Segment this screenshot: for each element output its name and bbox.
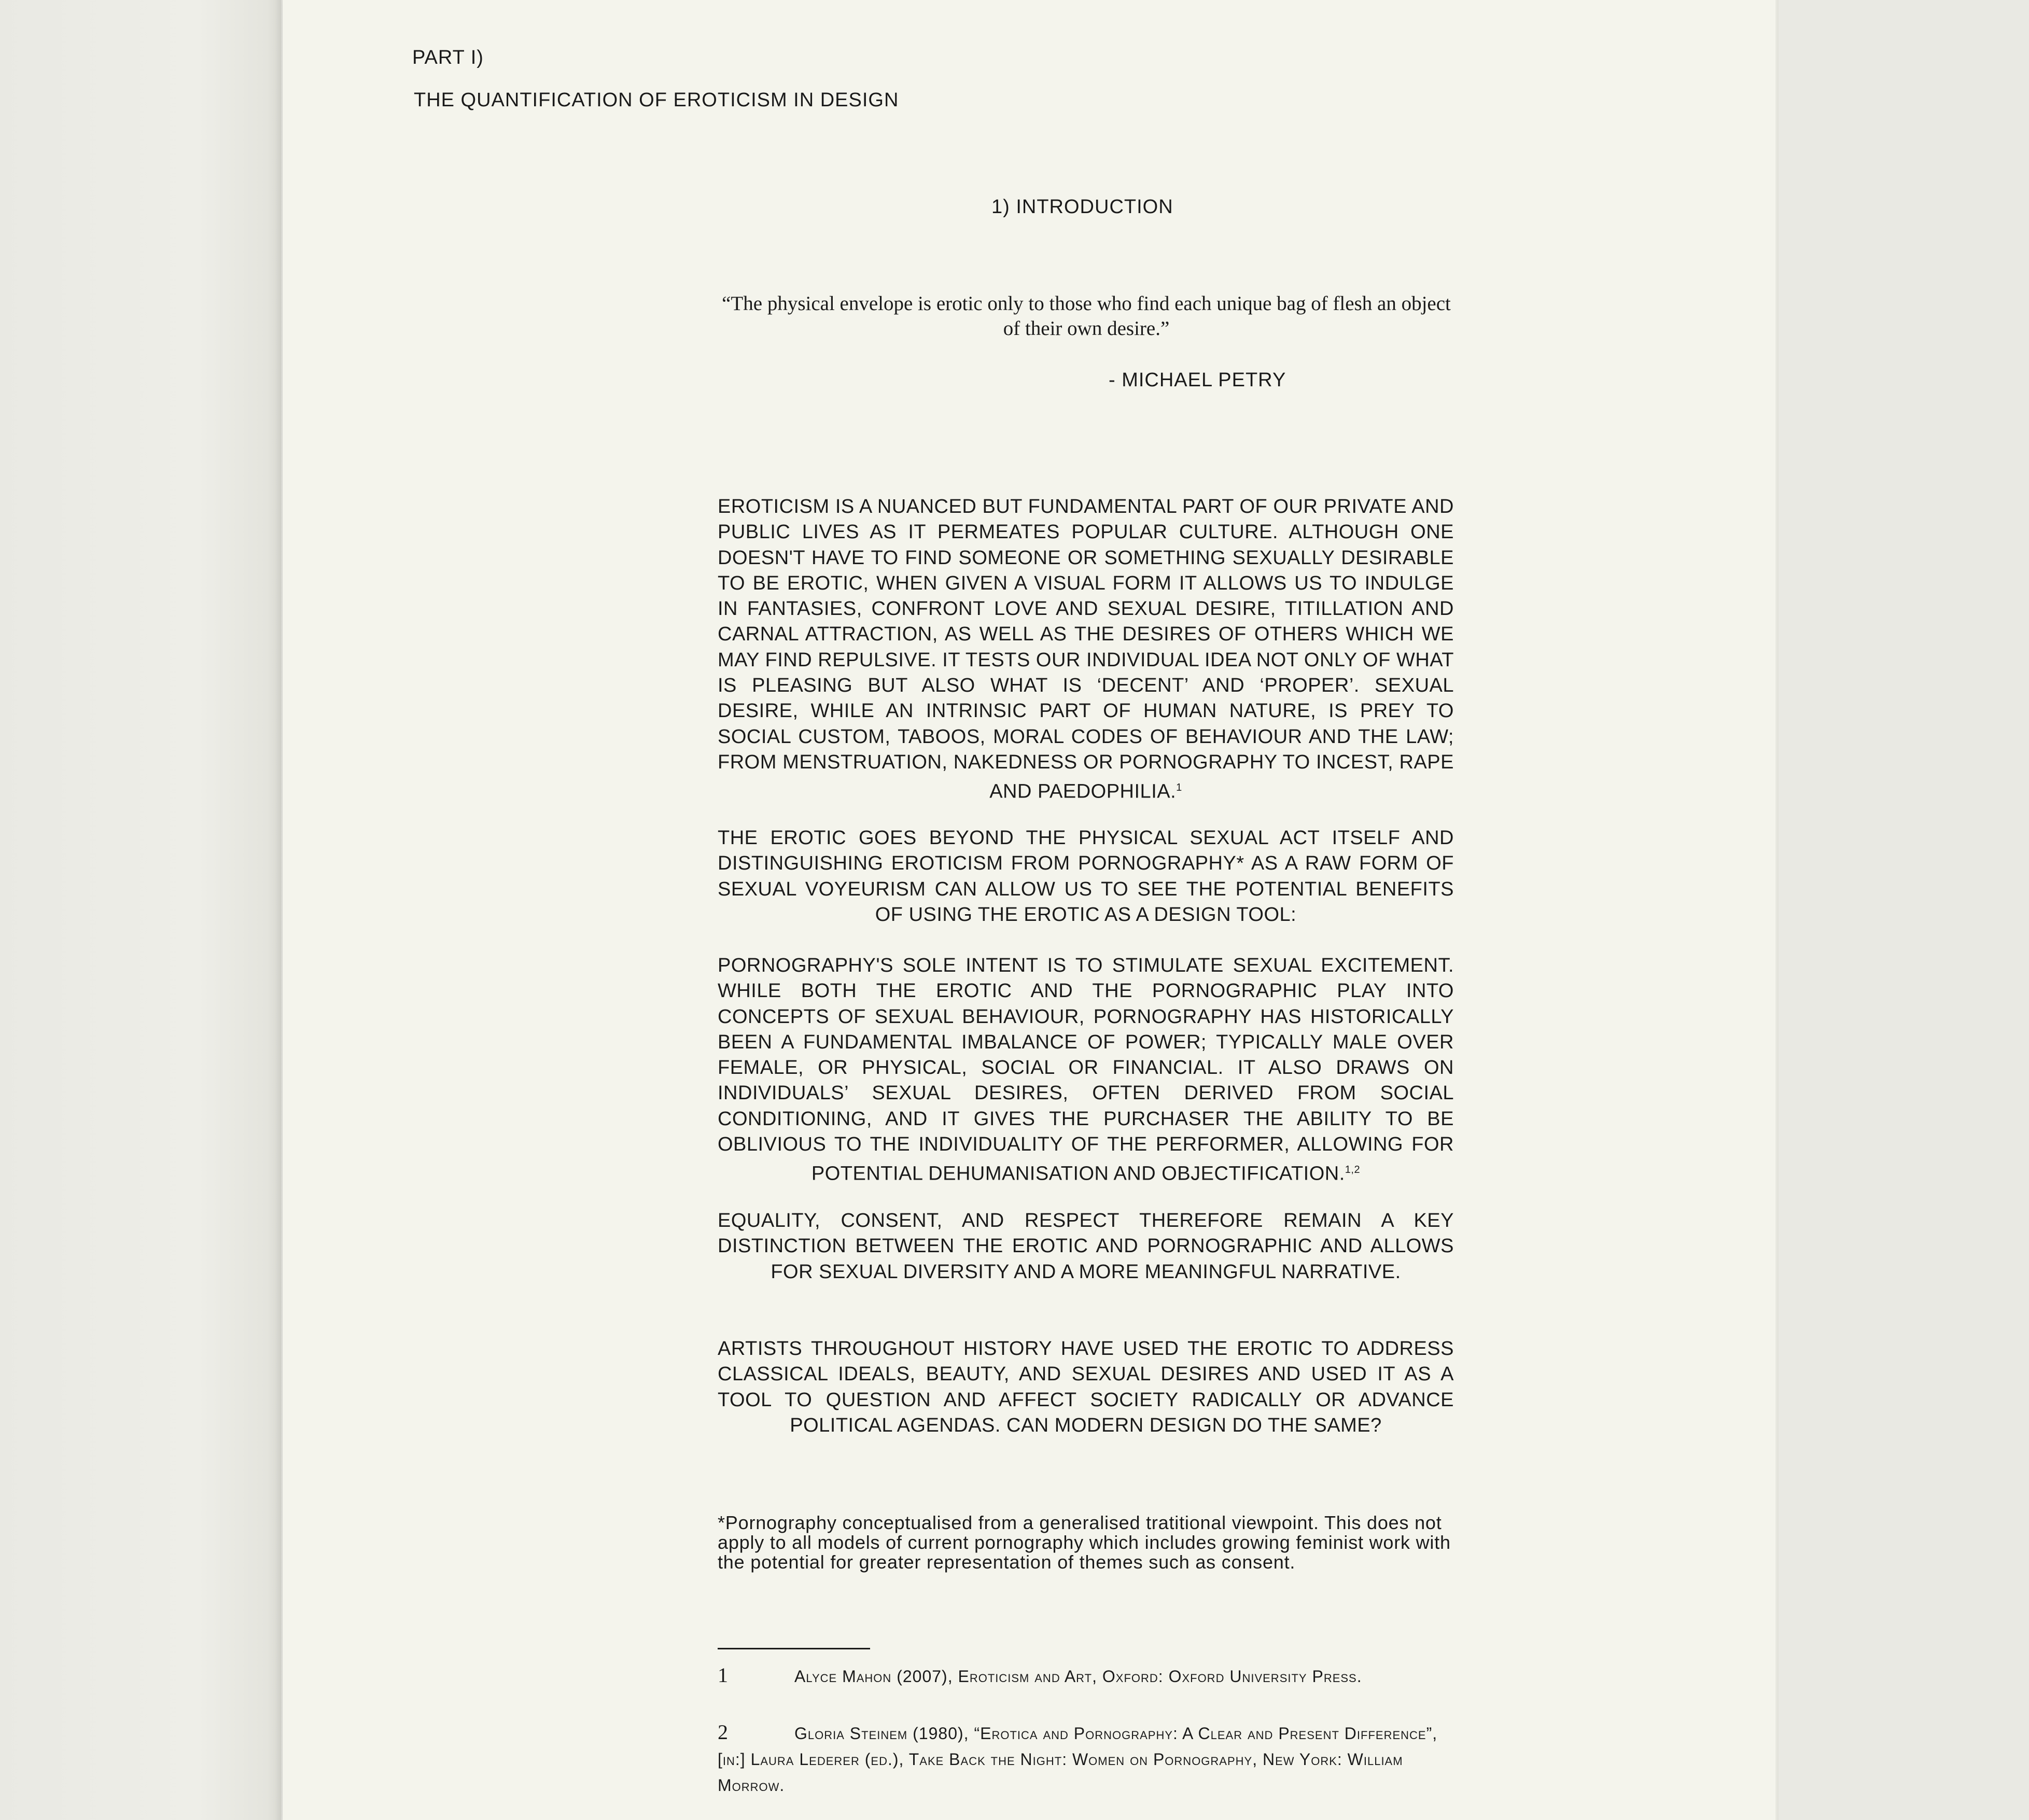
footnote bbox=[718, 1662, 1454, 1689]
footnote-ref: 1 bbox=[1176, 782, 1182, 794]
epigraph-author: - MICHAEL PETRY bbox=[1109, 369, 1286, 391]
body-paragraph bbox=[718, 494, 1454, 805]
paragraph-text: EQUALITY, CONSENT, AND RESPECT THEREFORE REMAIN A KEY DISTINCTION BETWEEN THE EROTIC AND PORNOGRAPHIC AND ALLOWS FOR SEXUAL DIVERSITY AND A MORE MEANINGFUL NARRATIVE. bbox=[718, 1210, 1454, 1283]
footnote bbox=[718, 1719, 1454, 1798]
body-paragraph bbox=[718, 825, 1454, 928]
footnote-number: 1 bbox=[718, 1663, 729, 1687]
body-paragraph bbox=[718, 1336, 1454, 1438]
footnote-year: (2007), bbox=[897, 1667, 953, 1686]
footnote-ref: 1,2 bbox=[1345, 1164, 1361, 1176]
footnote-title: “Erotica and Pornography: A Clear and Present Difference”, bbox=[974, 1724, 1438, 1743]
footnote-divider bbox=[718, 1648, 870, 1649]
paragraph-text: EROTICISM IS A NUANCED BUT FUNDAMENTAL PART OF OUR PRIVATE AND PUBLIC LIVES AS IT PERMEATES POPULAR CULTURE. ALTHOUGH ONE DOESN'T HAVE TO FIND SOMEONE OR SOMETHING SEXUALLY DESIRABLE TO BE EROTIC, WHEN GIVEN A VISUAL FORM IT ALLOWS US TO INDULGE IN FANTASIES, CONFRONT LOVE AND SEXUAL DESIRE, TITILLATION AND CARNAL ATTRACTION, AS WELL AS THE DESIRES OF OTHERS WHICH WE MAY FIND REPULSIVE. IT TESTS OUR INDIVIDUAL IDEA NOT ONLY OF WHAT IS PLEASING BUT ALSO WHAT IS ‘DECENT’ AND ‘PROPER’. SEXUAL DESIRE, WHILE AN INTRINSIC PART OF HUMAN NATURE, IS PREY TO SOCIAL CUSTOM, TABOOS, MORAL CODES OF BEHAVIOUR AND THE LAW; FROM MENSTRUATION, NAKEDNESS OR PORNOGRAPHY TO INCEST, RAPE AND PAEDOPHILIA. bbox=[718, 496, 1454, 803]
part-label: PART I) bbox=[412, 47, 484, 68]
epigraph-quote: “The physical envelope is erotic only to those who find each unique bag of flesh an object of their own desire.” bbox=[722, 292, 1451, 340]
section-title: 1) INTRODUCTION bbox=[991, 196, 1173, 218]
paragraph-text: PORNOGRAPHY'S SOLE INTENT IS TO STIMULATE SEXUAL EXCITEMENT. WHILE BOTH THE EROTIC AND THE PORNOGRAPHIC PLAY INTO CONCEPTS OF SEXUAL BEHAVIOUR, PORNOGRAPHY HAS HISTORICALLY BEEN A FUNDAMENTAL IMBALANCE OF POWER; TYPICALLY MALE OVER FEMALE, OR PHYSICAL, SOCIAL OR FINANCIAL. IT ALSO DRAWS ON INDIVIDUALS’ SEXUAL DESIRES, OFTEN DERIVED FROM SOCIAL CONDITIONING, AND IT GIVES THE PURCHASER THE ABILITY TO BE OBLIVIOUS TO THE INDIVIDUALITY OF THE PERFORMER, ALLOWING FOR POTENTIAL DEHUMANISATION AND OBJECTIFICATION. bbox=[718, 955, 1454, 1185]
footnote-book: Take Back the Night: Women on Pornography, bbox=[908, 1750, 1258, 1769]
body-paragraph bbox=[718, 953, 1454, 1187]
footnote-editor: [in:] Laura Lederer (ed.), bbox=[718, 1750, 904, 1769]
asterisk-note: *Pornography conceptualised from a generalised tratitional viewpoint. This does not apply to all models of current pornography which includes growing feminist work with the potential for greater representation of themes such as consent. bbox=[718, 1512, 1451, 1573]
background-right bbox=[1779, 0, 2029, 1820]
footnote-title: Eroticism and Art, bbox=[958, 1667, 1097, 1686]
paragraph-text: THE EROTIC GOES BEYOND THE PHYSICAL SEXUAL ACT ITSELF AND DISTINGUISHING EROTICISM FROM PORNOGRAPHY* AS A RAW FORM OF SEXUAL VOYEURISM CAN ALLOW US TO SEE THE POTENTIAL BENEFITS OF USING THE EROTIC AS A DESIGN TOOL: bbox=[718, 827, 1454, 926]
part-title: THE QUANTIFICATION OF EROTICISM IN DESIGN bbox=[414, 89, 899, 111]
body-paragraph bbox=[718, 1208, 1454, 1285]
footnote-author: Gloria Steinem bbox=[794, 1724, 908, 1743]
footnote-number: 2 bbox=[718, 1720, 729, 1744]
footnote-publisher: Oxford: Oxford University Press. bbox=[1102, 1667, 1362, 1686]
footnote-year: (1980), bbox=[913, 1724, 969, 1743]
footnote-publisher: New York: William Morrow. bbox=[718, 1750, 1403, 1795]
left-page bbox=[0, 0, 281, 1820]
paragraph-text: ARTISTS THROUGHOUT HISTORY HAVE USED THE EROTIC TO ADDRESS CLASSICAL IDEALS, BEAUTY, AND SEXUAL DESIRES AND USED IT AS A TOOL TO QUESTION AND AFFECT SOCIETY RADICALLY OR ADVANCE POLITICAL AGENDAS. CAN MODERN DESIGN DO THE SAME? bbox=[718, 1338, 1454, 1436]
footnote-author: Alyce Mahon bbox=[794, 1667, 892, 1686]
